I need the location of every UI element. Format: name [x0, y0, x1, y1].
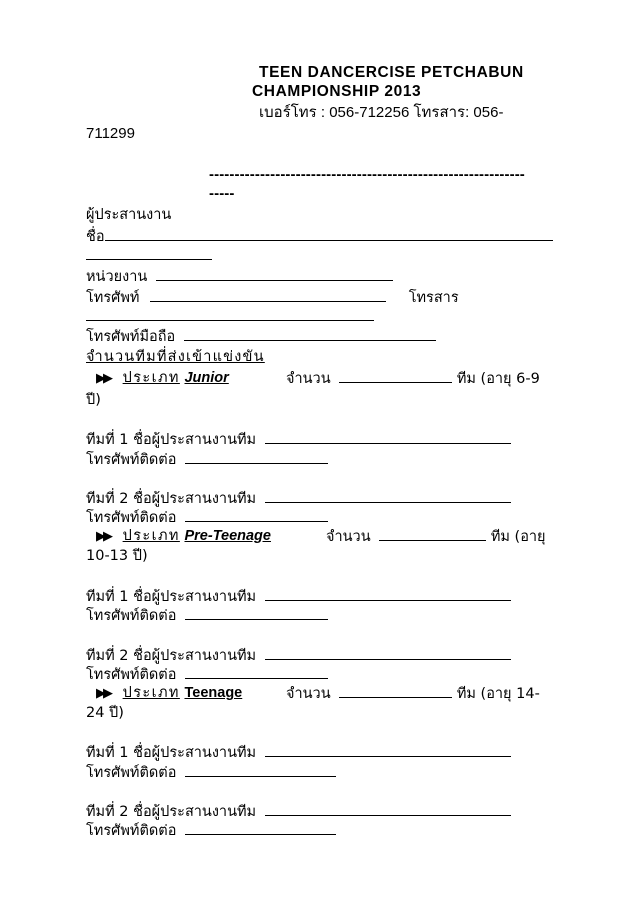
double-right-arrow-icon: ▶▶	[96, 529, 110, 544]
teen-team2-label: ทีมที่ 2 ชื่อผู้ประสานงานทีม	[86, 804, 257, 820]
unit-label: หน่วยงาน	[86, 269, 148, 285]
teen-team-unit: ทีม (อายุ 14-	[456, 686, 540, 702]
teen-team1-row	[86, 742, 511, 763]
junior-team1-row	[86, 429, 511, 450]
teen-team1-phone-field[interactable]	[185, 762, 336, 777]
junior-team2-phone-row	[86, 507, 328, 528]
unit-row	[86, 266, 393, 287]
name-field-cont[interactable]	[86, 245, 212, 260]
teen-team2-row	[86, 801, 511, 822]
preteen-team-unit-cont: 10-13 ปี)	[86, 548, 148, 564]
junior-team1-field[interactable]	[265, 429, 511, 444]
junior-team-unit: ทีม (อายุ 6-9	[456, 371, 540, 387]
teen-team2-phone-field[interactable]	[185, 820, 336, 835]
unit-field[interactable]	[156, 266, 393, 281]
preteen-team1-field[interactable]	[265, 586, 511, 601]
event-title-line1: TEEN DANCERCISE PETCHABUN	[259, 64, 524, 81]
junior-team1-phone-field[interactable]	[185, 449, 328, 464]
mobile-label: โทรศัพท์มือถือ	[86, 329, 176, 345]
junior-count-field[interactable]	[339, 368, 452, 383]
contact-line-cont: 711299	[86, 125, 135, 142]
name-field-cont-row	[86, 245, 212, 266]
double-right-arrow-icon: ▶▶	[96, 371, 110, 386]
teen-team2-field[interactable]	[265, 801, 511, 816]
preteen-category-row	[96, 526, 271, 547]
preteen-team2-phone-label: โทรศัพท์ติดต่อ	[86, 667, 177, 683]
preteen-team2-phone-field[interactable]	[185, 664, 328, 679]
junior-count-row	[286, 368, 540, 389]
mobile-row	[86, 326, 436, 347]
event-title-line2: CHAMPIONSHIP 2013	[252, 83, 422, 100]
teen-count-row	[286, 683, 540, 704]
preteen-category-prefix: ประเภท	[122, 528, 180, 544]
preteen-team2-field[interactable]	[265, 645, 511, 660]
teen-category-name: Teenage	[184, 685, 243, 701]
phone-fax-row	[86, 287, 459, 308]
coordinator-heading: ผู้ประสานงาน	[86, 207, 172, 223]
preteen-count-label: จำนวน	[326, 529, 371, 545]
double-right-arrow-icon: ▶▶	[96, 686, 110, 701]
contact-line: เบอร์โทร : 056-712256 โทรสาร: 056-	[259, 104, 504, 121]
preteen-team1-label: ทีมที่ 1 ชื่อผู้ประสานงานทีม	[86, 589, 257, 605]
junior-team-unit-cont: ปี)	[86, 392, 101, 408]
junior-team1-phone-row	[86, 449, 328, 470]
phone-field[interactable]	[150, 287, 386, 302]
teen-category-prefix: ประเภท	[122, 685, 180, 701]
junior-team2-field[interactable]	[265, 488, 511, 503]
teen-team1-phone-label: โทรศัพท์ติดต่อ	[86, 765, 177, 781]
preteen-category-name: Pre-Teenage	[184, 528, 271, 544]
teen-team-unit-cont: 24 ปี)	[86, 705, 124, 721]
fax-label: โทรสาร	[408, 290, 459, 306]
preteen-count-field[interactable]	[379, 526, 486, 541]
junior-team2-phone-label: โทรศัพท์ติดต่อ	[86, 510, 177, 526]
separator-line: --------------------------------------------------------------	[209, 166, 525, 183]
preteen-team2-label: ทีมที่ 2 ชื่อผู้ประสานงานทีม	[86, 648, 257, 664]
junior-team1-label: ทีมที่ 1 ชื่อผู้ประสานงานทีม	[86, 432, 257, 448]
junior-team2-row	[86, 488, 511, 509]
junior-count-label: จำนวน	[286, 371, 331, 387]
teen-category-row	[96, 683, 242, 704]
name-field[interactable]	[105, 226, 553, 241]
preteen-team2-phone-row	[86, 664, 328, 685]
mobile-field[interactable]	[184, 326, 436, 341]
junior-team2-label: ทีมที่ 2 ชื่อผู้ประสานงานทีม	[86, 491, 257, 507]
preteen-team-unit: ทีม (อายุ	[490, 529, 546, 545]
junior-category-name: Junior	[184, 370, 229, 386]
preteen-team1-row	[86, 586, 511, 607]
preteen-team2-row	[86, 645, 511, 666]
preteen-team1-phone-field[interactable]	[185, 605, 328, 620]
fax-field[interactable]	[86, 306, 374, 321]
teen-team1-phone-row	[86, 762, 336, 783]
junior-category-prefix: ประเภท	[122, 370, 180, 386]
teen-count-field[interactable]	[339, 683, 452, 698]
fax-field-row	[86, 306, 374, 327]
teen-team2-phone-label: โทรศัพท์ติดต่อ	[86, 823, 177, 839]
teams-heading: จำนวนทีมที่ส่งเข้าแข่งขัน	[86, 349, 265, 365]
preteen-team1-phone-row	[86, 605, 328, 626]
separator-line-cont: -----	[209, 185, 235, 202]
preteen-team1-phone-label: โทรศัพท์ติดต่อ	[86, 608, 177, 624]
junior-category-row	[96, 368, 229, 389]
coordinator-name-row	[86, 226, 553, 247]
teen-team2-phone-row	[86, 820, 336, 841]
junior-team1-phone-label: โทรศัพท์ติดต่อ	[86, 452, 177, 468]
name-label: ชื่อ	[86, 229, 105, 245]
phone-label: โทรศัพท์	[86, 290, 140, 306]
preteen-count-row	[326, 526, 546, 547]
teen-count-label: จำนวน	[286, 686, 331, 702]
junior-team2-phone-field[interactable]	[185, 507, 328, 522]
teen-team1-field[interactable]	[265, 742, 511, 757]
teen-team1-label: ทีมที่ 1 ชื่อผู้ประสานงานทีม	[86, 745, 257, 761]
